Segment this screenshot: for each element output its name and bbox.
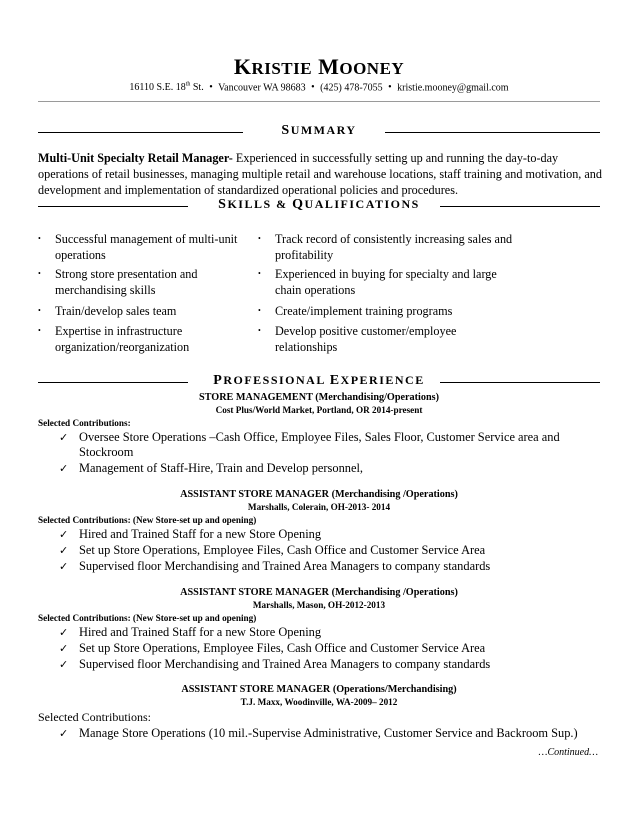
- skill-text: Track record of consistently increasing sales and profitability: [275, 232, 513, 262]
- bullet-icon: •: [38, 234, 41, 243]
- address: [129, 82, 203, 93]
- contribution-item: [61, 461, 571, 476]
- bullet-icon: •: [38, 269, 41, 278]
- skills-title: [38, 197, 600, 213]
- job-employer: Marshalls, Mason, OH-2012-2013: [252, 600, 386, 610]
- contribution-item: [61, 527, 571, 542]
- address-ordinal: th: [185, 82, 191, 88]
- contribution-text: Set up Store Operations, Employee Files, Cash Office and Customer Service Area: [79, 641, 486, 655]
- phone-number: (425) 478-7055: [320, 82, 383, 94]
- continued-note: …Continued…: [538, 747, 598, 758]
- bullet-icon: •: [258, 326, 261, 335]
- experience-title-rest-2: XPERIENCE: [340, 373, 425, 387]
- checkmark-icon: ✓: [59, 528, 69, 541]
- skill-text: Strong store presentation and merchandising skills: [55, 267, 198, 297]
- checkmark-icon: ✓: [59, 544, 69, 557]
- contribution-item: [61, 559, 581, 574]
- job-title: ASSISTANT STORE MANAGER (Merchandising /Operations): [180, 587, 458, 598]
- bullet-separator: •: [388, 82, 392, 94]
- contribution-item: [61, 430, 571, 460]
- skill-text: Expertise in infrastructure organization/reorganization: [55, 324, 190, 354]
- contribution-item: [61, 657, 581, 672]
- experience-title-initial-2: E: [329, 373, 341, 388]
- address-suffix: St.: [190, 82, 204, 94]
- skill-text: Develop positive customer/employee relationships: [275, 324, 457, 354]
- job-title: ASSISTANT STORE MANAGER (Operations/Merchandising): [181, 684, 457, 695]
- skill-item: [258, 231, 535, 263]
- bullet-icon: •: [258, 234, 261, 243]
- checkmark-icon: ✓: [59, 462, 69, 475]
- job-employer: Marshalls, Colerain, OH-2013- 2014: [247, 502, 391, 512]
- summary-title-initial: S: [281, 123, 291, 138]
- skills-title-rest-2: UALIFICATIONS: [304, 197, 420, 211]
- checkmark-icon: ✓: [59, 727, 69, 740]
- summary-text: Experienced in successfully setting up and running the day-to-day operations of retail businesses, managing multiple retail and warehouse locations, staff training and motivation, and development and implementation of standardized operational policies and procedures.: [38, 151, 602, 197]
- skill-text: Successful management of multi-unit operations: [55, 232, 238, 262]
- summary-heading: [38, 123, 600, 141]
- bullet-icon: •: [258, 269, 261, 278]
- name-first-rest: RISTIE: [251, 59, 313, 78]
- header-divider: [38, 101, 600, 102]
- name-last-initial: M: [318, 54, 340, 79]
- contribution-text: Hired and Trained Staff for a new Store Opening: [79, 625, 322, 639]
- contribution-item: [61, 641, 581, 656]
- summary-lead: Multi-Unit Specialty Retail Manager-: [38, 151, 233, 165]
- selected-contributions-label: Selected Contributions: (New Store-set up and opening): [38, 515, 257, 525]
- summary-title-rest: UMMARY: [290, 123, 357, 137]
- skill-item: [38, 323, 265, 355]
- bullet-separator: •: [311, 82, 315, 94]
- skill-item: [258, 266, 515, 298]
- selected-contributions-label: Selected Contributions: (New Store-set up and opening): [38, 613, 257, 623]
- contribution-text: Manage Store Operations (10 mil.-Supervise Administrative, Customer Service and Backroom Sup.): [79, 726, 578, 740]
- bullet-icon: •: [258, 306, 261, 315]
- skill-text: Train/develop sales team: [55, 304, 177, 318]
- checkmark-icon: ✓: [59, 626, 69, 639]
- skills-title-initial-2: Q: [292, 197, 305, 212]
- checkmark-icon: ✓: [59, 658, 69, 671]
- skill-text: Experienced in buying for specialty and large chain operations: [275, 267, 497, 297]
- contribution-text: Set up Store Operations, Employee Files, Cash Office and Customer Service Area: [79, 543, 486, 557]
- selected-contributions-label: Selected Contributions:: [38, 710, 151, 724]
- summary-paragraph: [38, 150, 606, 198]
- experience-heading: [38, 373, 600, 391]
- bullet-icon: •: [38, 306, 41, 315]
- checkmark-icon: ✓: [59, 642, 69, 655]
- skills-heading: [38, 197, 600, 215]
- contribution-text: Hired and Trained Staff for a new Store Opening: [79, 527, 322, 541]
- job-employer: T.J. Maxx, Woodinville, WA-2009– 2012: [240, 697, 398, 707]
- bullet-icon: •: [38, 326, 41, 335]
- checkmark-icon: ✓: [59, 560, 69, 573]
- contribution-text: Oversee Store Operations –Cash Office, Employee Files, Sales Floor, Customer Service area and Stockroom: [79, 430, 560, 459]
- contribution-text: Management of Staff-Hire, Train and Develop personnel,: [79, 461, 363, 475]
- skill-item: [258, 323, 515, 355]
- experience-title-initial: P: [213, 373, 224, 388]
- candidate-name: [0, 54, 638, 80]
- job-title: STORE MANAGEMENT (Merchandising/Operations): [199, 392, 439, 403]
- name-first-initial: K: [233, 54, 252, 79]
- checkmark-icon: ✓: [59, 431, 69, 444]
- contribution-text: Supervised floor Merchandising and Trained Area Managers to company standards: [79, 657, 491, 671]
- contribution-item: [61, 543, 581, 558]
- contribution-item: [61, 726, 601, 741]
- skill-text: Create/implement training programs: [275, 304, 453, 318]
- summary-title: [38, 123, 600, 139]
- skill-item: [38, 266, 265, 298]
- contribution-item: [61, 625, 571, 640]
- skills-title-rest: KILLS &: [227, 197, 293, 211]
- email-address: kristie.mooney@gmail.com: [397, 82, 509, 94]
- skill-item: [258, 303, 535, 319]
- job-employer: Cost Plus/World Market, Portland, OR 2014-present: [215, 405, 423, 415]
- experience-title: [38, 373, 600, 389]
- skill-item: [38, 303, 265, 319]
- skills-title-initial: S: [218, 197, 228, 212]
- selected-contributions-label: Selected Contributions:: [38, 418, 131, 428]
- city-state-zip: Vancouver WA 98683: [218, 82, 306, 94]
- name-last-rest: OONEY: [339, 59, 405, 78]
- contact-line: [0, 82, 638, 93]
- experience-title-rest: ROFESSIONAL: [223, 373, 330, 387]
- skill-item: [38, 231, 265, 263]
- job-title: ASSISTANT STORE MANAGER (Merchandising /Operations): [180, 489, 458, 500]
- bullet-separator: •: [209, 82, 213, 94]
- address-street: 16110 S.E. 18: [129, 82, 186, 94]
- contribution-text: Supervised floor Merchandising and Trained Area Managers to company standards: [79, 559, 491, 573]
